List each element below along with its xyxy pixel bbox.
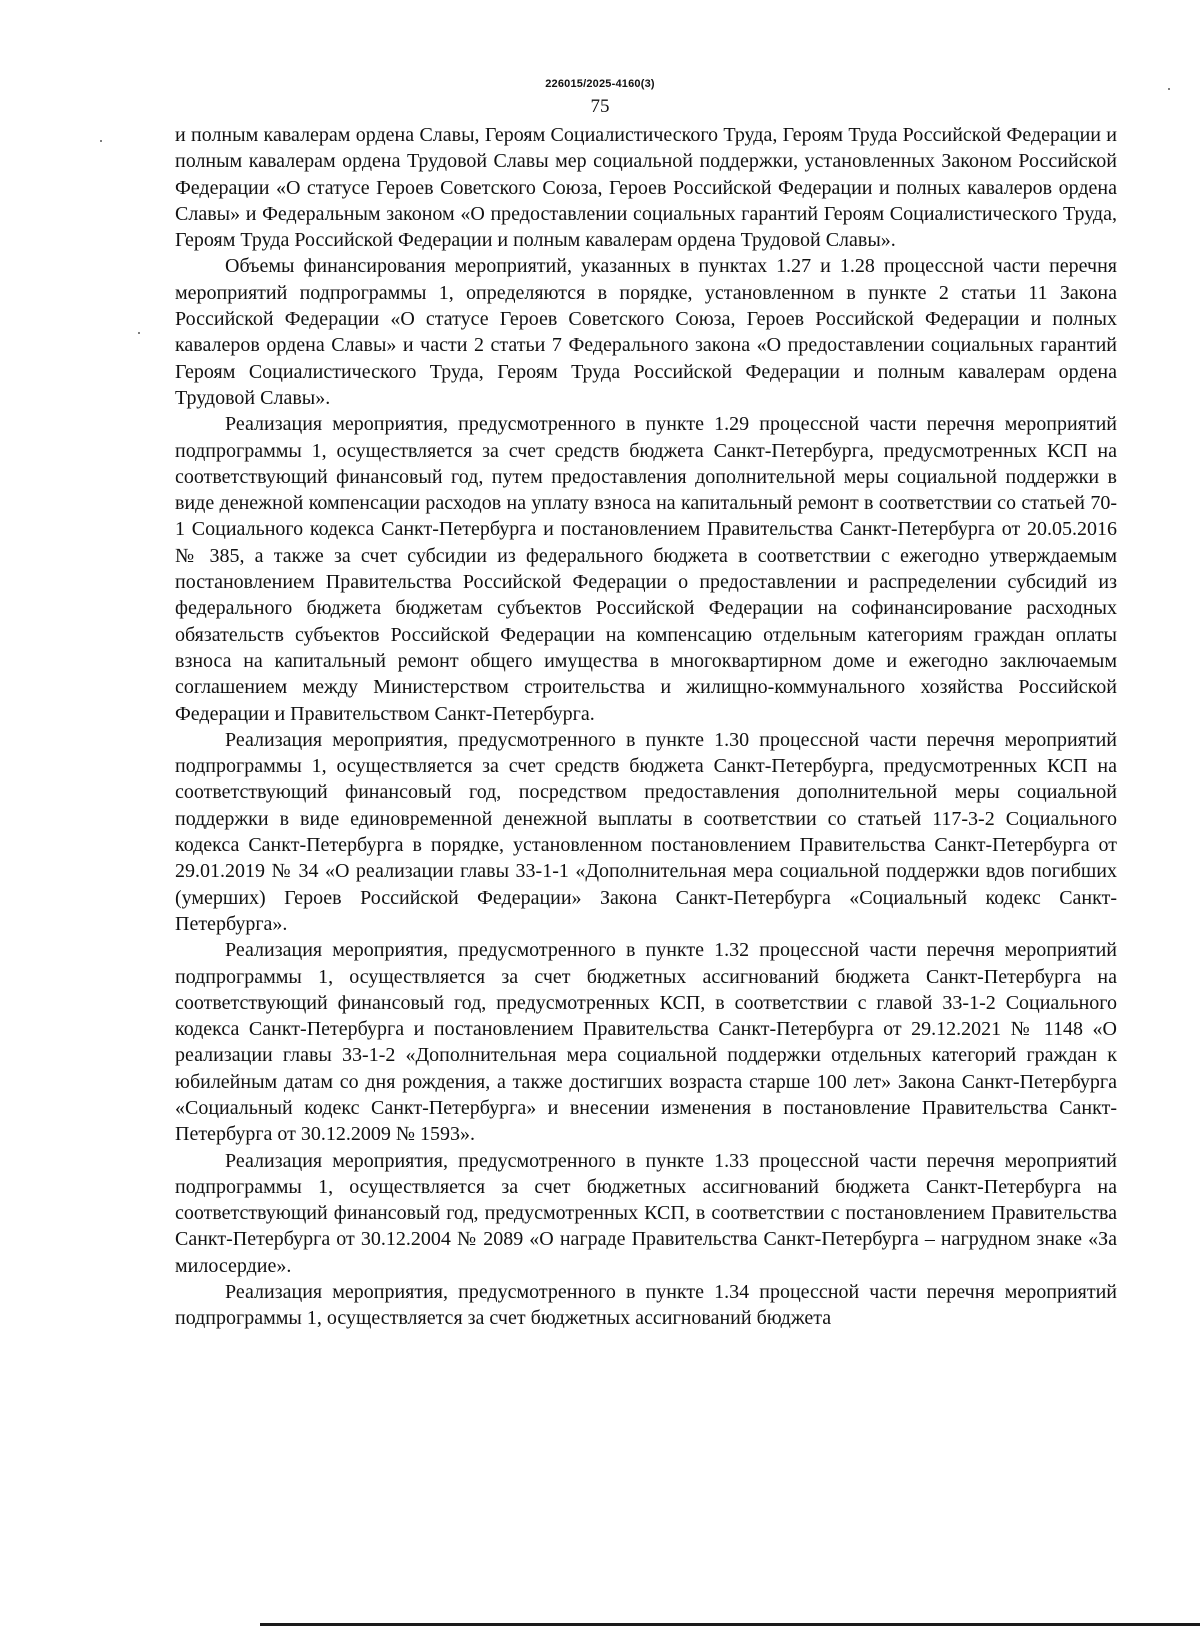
paragraph-1: и полным кавалерам ордена Славы, Героям Социалистического Труда, Героям Труда Российской Федерации и полным кавалерам ордена Трудовой Славы мер социальной поддержки, установленных Законом Российской Федерации «О статусе Героев Советского Союза, Героев Российской Федерации и полных кавалеров ордена Славы» и Федеральным законом «О предоставлении социальных гарантий Героям Социалистического Труда, Героям Труда Российской Федерации и полным кавалерам ордена Трудовой Славы». — [175, 124, 1117, 252]
paragraph-6: Реализация мероприятия, предусмотренного в пункте 1.33 процессной части перечня мероприятий подпрограммы 1, осуществляется за счет бюджетных ассигнований бюджета Санкт-Петербурга на соответствующий финансовый год, предусмотренных КСП, в соответствии с постановлением Правительства Санкт-Петербурга от 30.12.2004 № 2089 «О награде Правительства Санкт-Петербурга – нагрудном знаке «За милосердие». — [175, 1149, 1117, 1277]
paragraph-3: Реализация мероприятия, предусмотренного в пункте 1.29 процессной части перечня мероприятий подпрограммы 1, осуществляется за счет средств бюджета Санкт-Петербурга, предусмотренных КСП на соответствующий финансовый год, путем предоставления дополнительной меры социальной поддержки в виде денежной компенсации расходов на уплату взноса на капитальный ремонт в соответствии со статьей 70-1 Социального кодекса Санкт-Петербурга и постановлением Правительства Санкт-Петербурга от 20.05.2016 № 385, а также за счет субсидии из федерального бюджета в соответствии с ежегодно утверждаемым постановлением Правительства Российской Федерации о предоставлении и распределении субсидий из федерального бюджета бюджетам субъектов Российской Федерации на софинансирование расходных обязательств субъектов Российской Федерации на компенсацию отдельным категориям граждан оплаты взноса на капитальный ремонт общего имущества в многоквартирном доме и ежегодно заключаемым соглашением между Министерством строительства и жилищно-коммунального хозяйства Российской Федерации и Правительством Санкт-Петербурга. — [175, 413, 1117, 725]
scan-speck — [138, 332, 140, 334]
paragraph-4: Реализация мероприятия, предусмотренного в пункте 1.30 процессной части перечня мероприятий подпрограммы 1, осуществляется за счет средств бюджета Санкт-Петербурга, предусмотренных КСП на соответствующий финансовый год, посредством предоставления дополнительной меры социальной поддержки в виде единовременной денежной выплаты в соответствии со статьей 117-3-2 Социального кодекса Санкт-Петербурга в порядке, установленном постановлением Правительства Санкт-Петербурга от 29.01.2019 № 34 «О реализации главы 33-1-1 «Дополнительная мера социальной поддержки вдов погибших (умерших) Героев Российской Федерации» Закона Санкт-Петербурга «Социальный кодекс Санкт-Петербурга». — [175, 728, 1117, 935]
scan-speck — [100, 140, 102, 142]
paragraph-7: Реализация мероприятия, предусмотренного в пункте 1.34 процессной части перечня мероприятий подпрограммы 1, осуществляется за счет бюджетных ассигнований бюджета — [175, 1281, 1117, 1330]
document-identifier: 226015/2025-4160(3) — [545, 78, 655, 90]
page-number: 75 — [590, 96, 610, 117]
scan-speck — [1168, 88, 1170, 90]
scan-bottom-edge — [260, 1623, 1200, 1626]
paragraph-2: Объемы финансирования мероприятий, указанных в пунктах 1.27 и 1.28 процессной части перечня мероприятий подпрограммы 1, определяются в порядке, установленном в пункте 2 статьи 11 Закона Российской Федерации «О статусе Героев Советского Союза, Героев Российской Федерации и полных кавалеров ордена Славы» и части 2 статьи 7 Федерального закона «О предоставлении социальных гарантий Героям Социалистического Труда, Героям Труда Российской Федерации и полным кавалерам ордена Трудовой Славы». — [175, 255, 1117, 409]
paragraph-5: Реализация мероприятия, предусмотренного в пункте 1.32 процессной части перечня мероприятий подпрограммы 1, осуществляется за счет бюджетных ассигнований бюджета Санкт-Петербурга на соответствующий финансовый год, предусмотренных КСП, в соответствии с главой 33-1-2 Социального кодекса Санкт-Петербурга и постановлением Правительства Санкт-Петербурга от 29.12.2021 № 1148 «О реализации главы 33-1-2 «Дополнительная мера социальной поддержки отдельных категорий граждан к юбилейным датам со дня рождения, а также достигших возраста старше 100 лет» Закона Санкт-Петербурга «Социальный кодекс Санкт-Петербурга» и внесении изменения в постановление Правительства Санкт-Петербурга от 30.12.2009 № 1593». — [175, 939, 1117, 1146]
document-body — [175, 122, 1117, 1332]
